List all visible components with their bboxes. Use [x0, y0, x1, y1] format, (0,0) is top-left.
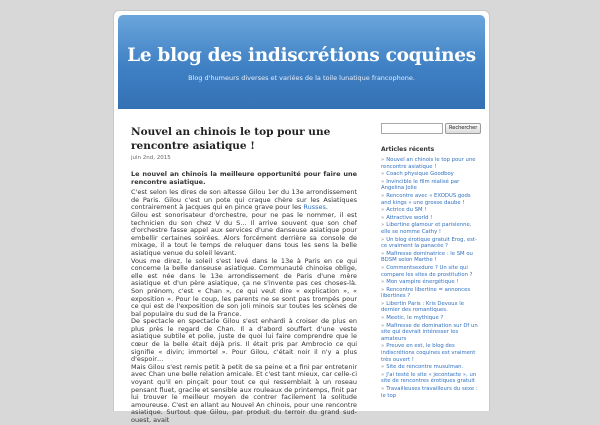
- russes-link[interactable]: Russes: [303, 203, 326, 212]
- recent-post-item[interactable]: [381, 279, 481, 286]
- recent-post-link[interactable]: Preuve en est, le blog des indiscrétions coquines est vraiment très ouvert !: [381, 343, 476, 363]
- post-paragraph-2: Gilou est sonorisateur d'orchestre, pour ne pas le nommer, il est technicien du son chez V du S… Il arrive souvent que son chef d'orchestre fasse appel aux services d'une danseuse asiatique pour embellir certaines soirées. Alors forcément derrière sa console de mixage, il a tout le temps de reluquer dans tous les sens la belle asiatique venue du soleil levant.: [131, 210, 357, 257]
- bullet-icon: »: [381, 300, 385, 307]
- recent-post-link[interactable]: Un blog érotique gratuit Erog, est-ce vraiment la panacée ?: [381, 236, 477, 250]
- recent-post-item[interactable]: [381, 207, 481, 214]
- blog-header: [118, 15, 485, 109]
- post-paragraph-1-text: C'est selon les dires de son altesse Gilou 1er du 13e arrondissement de Paris. Gilou c'est un pote qui craque chère sur les Asiatiques contrairement à Jacques qui en pince grave pour les: [131, 188, 357, 212]
- bullet-icon: »: [381, 222, 385, 229]
- bullet-icon: »: [381, 250, 385, 257]
- recent-post-link[interactable]: Commentsexdure ? Un site qui compare les sites de prostitution ?: [381, 264, 473, 278]
- recent-post-item[interactable]: [381, 343, 481, 363]
- search-button[interactable]: Rechercher: [445, 123, 481, 134]
- blog-title[interactable]: Le blog des indiscrétions coquines: [127, 45, 476, 66]
- recent-post-link[interactable]: Coach physique Goodboy: [386, 171, 454, 178]
- post-body: [131, 171, 357, 425]
- main-content: [131, 125, 357, 425]
- recent-post-link[interactable]: J'ai testé le site « jecontacte », un site de rencontres érotiques gratuit: [381, 371, 477, 385]
- search-input[interactable]: [381, 123, 443, 134]
- post-title[interactable]: Nouvel an chinois le top pour une rencontre asiatique !: [131, 126, 331, 152]
- bullet-icon: »: [381, 236, 385, 243]
- recent-post-item[interactable]: [381, 251, 481, 264]
- bullet-icon: »: [381, 315, 385, 322]
- bullet-icon: »: [381, 286, 385, 293]
- recent-post-item[interactable]: [381, 386, 481, 399]
- bullet-icon: »: [381, 171, 385, 178]
- recent-post-item[interactable]: [381, 315, 481, 322]
- recent-post-link[interactable]: Rencontre avec « EXODUS gods and kings » une grosse daube !: [381, 192, 471, 206]
- recent-post-item[interactable]: [381, 364, 481, 371]
- recent-post-link[interactable]: Mon vampire énergétique !: [386, 279, 459, 286]
- recent-post-item[interactable]: [381, 171, 481, 178]
- search-form: [381, 122, 481, 134]
- recent-post-item[interactable]: [381, 179, 481, 192]
- recent-post-link[interactable]: Rencontre libertine = annonces libertines ?: [381, 286, 471, 300]
- recent-post-link[interactable]: Travailleuses travailleurs du sexe : le top: [381, 386, 478, 399]
- recent-post-item[interactable]: [381, 193, 481, 206]
- recent-post-link[interactable]: Nouvel an chinois le top pour une rencontre asiatique !: [381, 157, 476, 170]
- recent-post-item[interactable]: [381, 301, 481, 314]
- bullet-icon: »: [381, 279, 385, 286]
- bullet-icon: »: [381, 386, 385, 392]
- recent-post-link[interactable]: Invincible le film réalisé par Angelina Jolie: [381, 178, 460, 192]
- blog-description: Blog d'humeurs diverses et variées de la toile lunatique francophone.: [188, 74, 415, 82]
- recent-post-link[interactable]: Actrice du SM !: [386, 207, 427, 214]
- recent-post-link[interactable]: Maîtresse dominatrice : le SM ou BDSM selon Marthe !: [381, 250, 473, 264]
- bullet-icon: »: [381, 157, 385, 163]
- bullet-icon: »: [381, 178, 385, 185]
- post-paragraph-1: [131, 189, 357, 212]
- recent-post-item[interactable]: [381, 237, 481, 250]
- post-paragraph-1-end: .: [325, 203, 328, 212]
- recent-post-item[interactable]: [381, 157, 481, 170]
- bullet-icon: »: [381, 371, 385, 378]
- post-paragraph-5: Mais Gilou s'est remis petit à petit de sa peine et a fini par entretenir avec Chan une belle relation amicale. Et c'est tant mieux, car celle-ci voyant qu'il en pinçait pour tout ce qui ressemblait à un roseau pensant fluet, gracile et sensible aux rouleaux de printemps, finit par lui trouver le meilleur moyen de contrer facilement la solitude amoureuse. C'est en allant au Nouvel An chinois, pour une rencontre asiatique. Surtout que Gilou, par produit du terroir du grand sud-ouest, avait: [131, 362, 357, 424]
- recent-posts-heading: Articles récents: [381, 146, 435, 153]
- recent-post-link[interactable]: Attractive world !: [386, 214, 433, 221]
- sidebar: [381, 122, 481, 400]
- bullet-icon: »: [381, 322, 385, 329]
- recent-post-item[interactable]: [381, 215, 481, 222]
- bullet-icon: »: [381, 264, 385, 271]
- post-date: juin 2nd, 2015: [131, 155, 171, 161]
- bullet-icon: »: [381, 214, 385, 221]
- recent-post-item[interactable]: [381, 323, 481, 343]
- recent-post-item[interactable]: [381, 287, 481, 300]
- recent-post-link[interactable]: Site de rencontre musulman.: [386, 364, 464, 371]
- post-paragraph-4: De spectacle en spectacle Gilou s'est enhardi à croiser de plus en plus près le regard de Chan. Il a d'abord souffert d'une veste asiatique subtile et polie, juste de quoi lui faire comprendre que le cœur de la belle était déjà pris. Il était pris par Ambrocio ce qui signifie « divin; immortel ». Pour Gilou, c'était noir il n'y a plus d'espoir…: [131, 317, 357, 364]
- page-container: [113, 10, 490, 424]
- bullet-icon: »: [381, 364, 385, 371]
- recent-post-item[interactable]: [381, 372, 481, 385]
- recent-post-item[interactable]: [381, 265, 481, 278]
- bullet-icon: »: [381, 192, 385, 199]
- bullet-icon: »: [381, 207, 385, 214]
- recent-post-link[interactable]: Libertin Paris : Kris Devoux le dernier des romantiques.: [381, 300, 465, 314]
- recent-post-link[interactable]: Meetic, le mythique ?: [386, 315, 444, 322]
- post-lead: Le nouvel an chinois la meilleure opportunité pour faire une rencontre asiatique.: [131, 170, 357, 186]
- recent-posts-list: [381, 157, 481, 399]
- recent-post-item[interactable]: [381, 222, 481, 235]
- recent-post-link[interactable]: Libertine glamour et parisienne, elle se nomme Cathy !: [381, 222, 472, 235]
- post-paragraph-3: Vous me direz, le soleil s'est levé dans le 13e à Paris en ce qui concerne la belle danseuse asiatique. Communauté chinoise oblige, elle est née dans le 13e arrondissement de Paris d'une mère asiatique et d'un père asiatique, ça ne s'invente pas ces choses-là. Son prénom, c'est « Chan », ce qui veut dire « explication », « exposition ». Pour le coup, les parents ne se sont pas trompés pour ce qui est de l'exposition de son joli minois sur toutes les scènes de bal populaire du sud de la France.: [131, 256, 357, 318]
- recent-post-link[interactable]: Maîtresse de domination sur Df un site qui devrait intéresser les amateurs: [381, 322, 478, 342]
- bullet-icon: »: [381, 343, 385, 350]
